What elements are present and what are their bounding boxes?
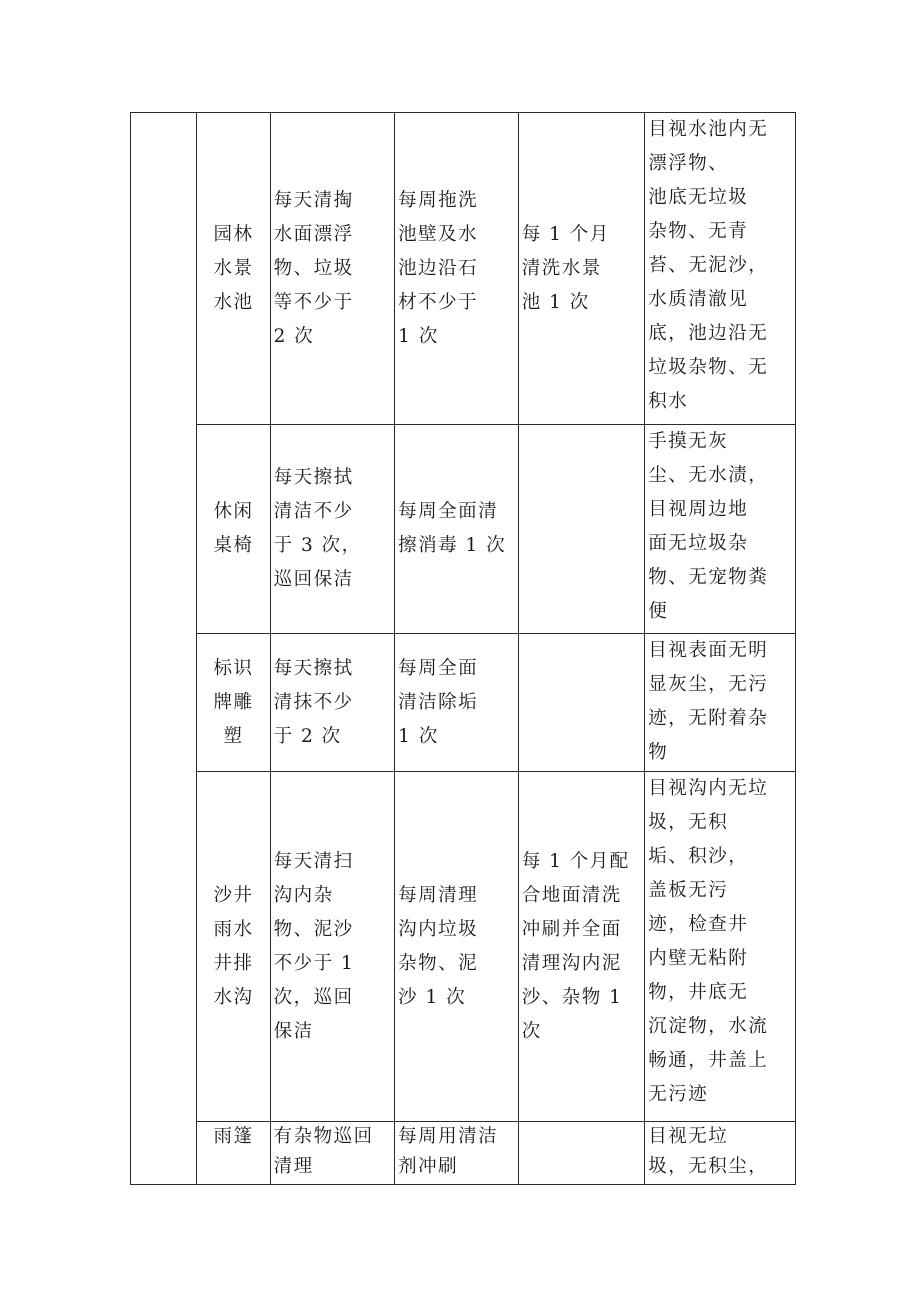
item-cell: 雨篷 <box>197 1122 270 1185</box>
criteria-cell: 目视无垃 圾，无积尘， <box>645 1122 796 1185</box>
criteria-cell: 目视表面无明 显灰尘，无污 迹，无附着杂 物 <box>645 634 796 772</box>
monthly-cell: 每 1 个月 清洗水景 池 1 次 <box>518 113 645 425</box>
table-row <box>131 634 796 772</box>
item-cell: 沙井 雨水 井排 水沟 <box>197 772 270 1122</box>
table-row <box>131 1122 796 1185</box>
item-cell: 园林 水景 水池 <box>197 113 270 425</box>
criteria-cell: 目视水池内无 漂浮物、 池底无垃圾 杂物、无青 苔、无泥沙， 水质清澈见 底，池边沿无 垃圾杂物、无 积水 <box>645 113 796 425</box>
criteria-cell: 目视沟内无垃 圾，无积 垢、积沙， 盖板无污 迹，检查井 内壁无粘附 物，井底无 沉淀物，水流 畅通，井盖上 无污迹 <box>645 772 796 1122</box>
weekly-cell: 每周清理 沟内垃圾 杂物、泥 沙 1 次 <box>395 772 519 1122</box>
monthly-cell: 每 1 个月配 合地面清洗 冲刷并全面 清理沟内泥 沙、杂物 1 次 <box>518 772 645 1122</box>
weekly-cell: 每周拖洗 池壁及水 池边沿石 材不少于 1 次 <box>395 113 519 425</box>
criteria-cell: 手摸无灰 尘、无水渍， 目视周边地 面无垃圾杂 物、无宠物粪 便 <box>645 425 796 634</box>
cleaning-standards-table <box>130 112 796 1185</box>
monthly-cell <box>518 1122 645 1185</box>
table-row <box>131 425 796 634</box>
daily-cell: 每天清扫 沟内杂 物、泥沙 不少于 1 次，巡回 保洁 <box>270 772 395 1122</box>
daily-cell: 每天擦拭 清洁不少 于 3 次， 巡回保洁 <box>270 425 395 634</box>
table-row <box>131 113 796 425</box>
weekly-cell: 每周全面 清洁除垢 1 次 <box>395 634 519 772</box>
category-cell <box>131 113 197 1185</box>
item-cell: 休闲 桌椅 <box>197 425 270 634</box>
monthly-cell <box>518 634 645 772</box>
table-row <box>131 772 796 1122</box>
daily-cell: 每天清掏 水面漂浮 物、垃圾 等不少于 2 次 <box>270 113 395 425</box>
weekly-cell: 每周全面清 擦消毒 1 次 <box>395 425 519 634</box>
weekly-cell: 每周用清洁 剂冲刷 <box>395 1122 519 1185</box>
monthly-cell <box>518 425 645 634</box>
daily-cell: 每天擦拭 清抹不少 于 2 次 <box>270 634 395 772</box>
item-cell: 标识 牌雕 塑 <box>197 634 270 772</box>
daily-cell: 有杂物巡回 清理 <box>270 1122 395 1185</box>
